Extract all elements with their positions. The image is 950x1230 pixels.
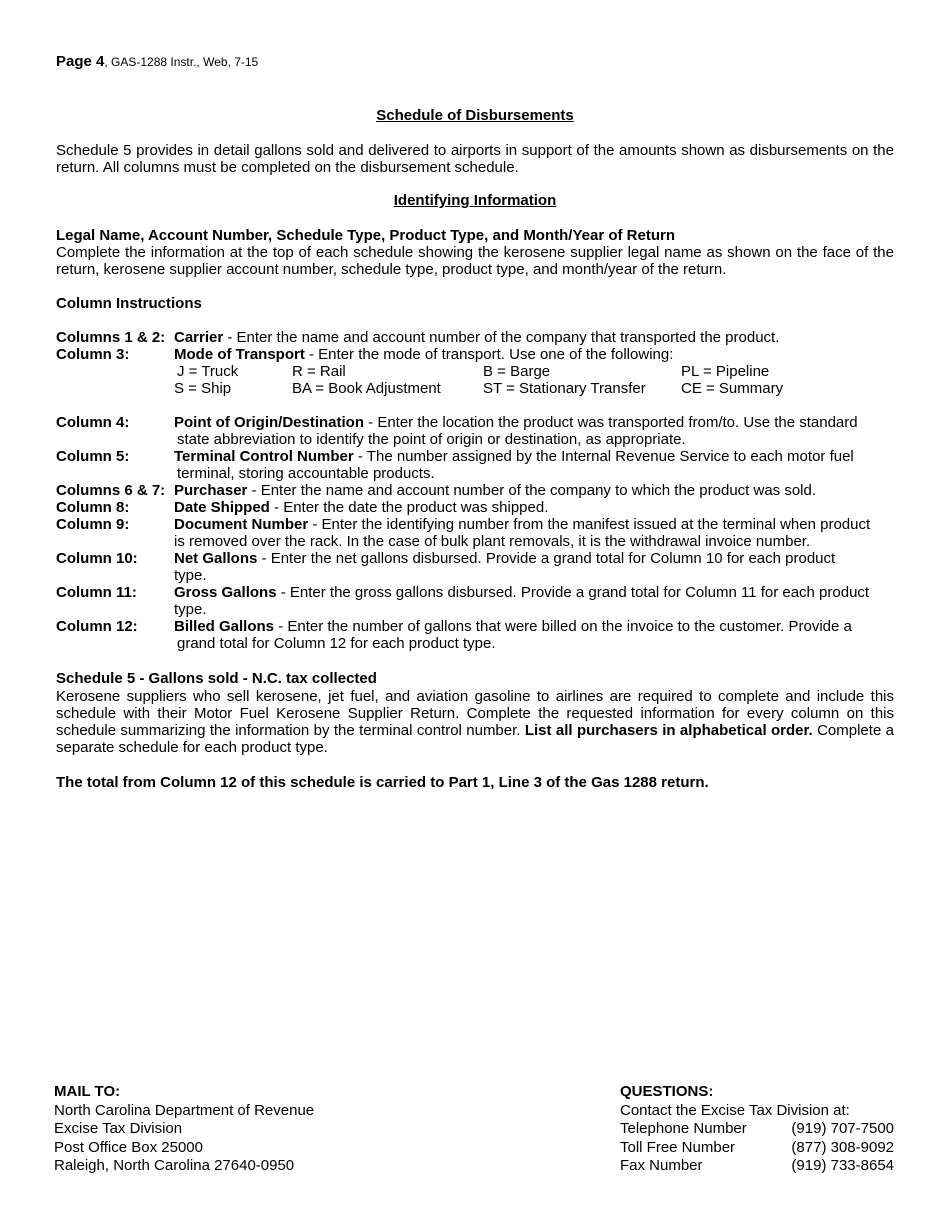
column-description — [174, 584, 894, 618]
column-text-continued: is removed over the rack. In the case of bulk plant removals, it is the withdrawal invoice number. — [174, 533, 811, 550]
contact-number: (877) 308-9092 — [791, 1138, 894, 1156]
mode-code: J = Truck — [177, 363, 239, 380]
column-text-continued: grand total for Column 12 for each product type. — [177, 635, 496, 652]
column-label: Column 8: — [56, 499, 130, 516]
column-label: Column 12: — [56, 618, 138, 635]
column-label: Column 9: — [56, 516, 130, 533]
column-term: Date Shipped — [174, 499, 270, 516]
legal-heading: Legal Name, Account Number, Schedule Type, Product Type, and Month/Year of Return — [56, 227, 675, 244]
page-header — [56, 53, 258, 70]
column-description — [174, 329, 894, 346]
column-term: Terminal Control Number — [174, 448, 354, 465]
contact-row — [620, 1139, 894, 1158]
column-term: Point of Origin/Destination — [174, 414, 364, 431]
column-label: Column 10: — [56, 550, 138, 567]
mode-code: CE = Summary — [681, 380, 784, 397]
column-label: Column 5: — [56, 448, 130, 465]
legal-text: Complete the information at the top of each schedule showing the kerosene supplier legal name as shown on the face of the return, kerosene supplier account number, schedule type, product type, and month/year of the return. — [56, 244, 894, 278]
column-label: Column 4: — [56, 414, 130, 431]
column-description — [174, 499, 894, 516]
mail-address-line: Raleigh, North Carolina 27640-0950 — [54, 1157, 295, 1174]
mode-code: B = Barge — [483, 363, 551, 380]
column-label: Column 11: — [56, 584, 137, 601]
column-term: Mode of Transport — [174, 346, 305, 363]
mail-to-heading: MAIL TO: — [54, 1083, 121, 1100]
intro-paragraph: Schedule 5 provides in detail gallons sold and delivered to airports in support of the amounts shown as disbursements on the return. All columns must be completed on the disbursement schedule. — [56, 142, 894, 176]
mail-to-block — [54, 1083, 314, 1176]
column-text: - Enter the gross gallons disbursed. Provide a grand total for Column 11 for each product — [276, 584, 870, 601]
column-description — [174, 448, 894, 482]
column-text: - Enter the number of gallons that were billed on the invoice to the customer. Provide a — [274, 618, 852, 635]
column-term: Net Gallons — [174, 550, 258, 567]
questions-heading: QUESTIONS: — [620, 1083, 714, 1100]
contact-label: Telephone Number — [620, 1120, 747, 1137]
column-text-continued: type. — [174, 601, 207, 618]
column-text-continued: state abbreviation to identify the point of origin or destination, as appropriate. — [177, 431, 686, 448]
schedule5-text-part: Kerosene suppliers who sell kerosene, jet fuel, and aviation gasoline to airlines are required to complete and include this schedule with their Motor Fuel Kerosene Supplier Return. Complete the requested information for every column on this schedule summarizing the information by the terminal control number. — [56, 688, 894, 739]
contact-label: Fax Number — [620, 1157, 703, 1174]
mode-code: S = Ship — [174, 380, 232, 397]
mode-code: R = Rail — [292, 363, 346, 380]
column-label: Columns 6 & 7: — [56, 482, 166, 499]
contact-row — [620, 1120, 894, 1139]
column-term: Billed Gallons — [174, 618, 275, 635]
schedule-title: Schedule of Disbursements — [376, 107, 574, 124]
mail-address-line: North Carolina Department of Revenue — [54, 1101, 315, 1119]
contact-label: Toll Free Number — [620, 1138, 736, 1156]
questions-block — [620, 1083, 894, 1176]
identifying-title: Identifying Information — [393, 192, 557, 209]
column-text-continued: type. — [174, 567, 207, 584]
column-text: - The number assigned by the Internal Revenue Service to each motor fuel — [353, 448, 854, 465]
page-number: Page 4 — [56, 53, 105, 70]
column-description — [174, 482, 894, 499]
column-description — [174, 550, 894, 584]
column-text: - Enter the name and account number of the company that transported the product. — [223, 329, 780, 346]
column-text: - Enter the identifying number from the manifest issued at the terminal when product — [308, 516, 871, 533]
column-label: Columns 1 & 2: — [56, 329, 166, 346]
column-description — [174, 516, 894, 550]
column-text-continued: terminal, storing accountable products. — [177, 465, 435, 482]
column-text: - Enter the mode of transport. Use one of the following: — [304, 346, 674, 363]
contact-number: (919) 733-8654 — [791, 1157, 894, 1174]
column-description — [174, 414, 894, 448]
column-term: Document Number — [174, 516, 309, 533]
mail-address-line: Excise Tax Division — [54, 1120, 183, 1137]
schedule5-text — [56, 688, 894, 756]
schedule5-heading: Schedule 5 - Gallons sold - N.C. tax collected — [56, 670, 377, 687]
contact-row — [620, 1157, 894, 1176]
contact-number: (919) 707-7500 — [791, 1120, 894, 1137]
column-text: - Enter the date the product was shipped. — [269, 499, 549, 516]
column-label: Column 3: — [56, 346, 130, 363]
column-term: Carrier — [174, 329, 224, 346]
column-text: - Enter the location the product was transported from/to. Use the standard — [364, 414, 858, 431]
total-note: The total from Column 12 of this schedule is carried to Part 1, Line 3 of the Gas 1288 return. — [56, 774, 709, 791]
schedule5-text-part: Complete a separate schedule for each product type. — [56, 722, 895, 756]
mail-address-line: Post Office Box 25000 — [54, 1138, 203, 1156]
column-text: - Enter the name and account number of the company to which the product was sold. — [247, 482, 817, 499]
column-term: Purchaser — [174, 482, 248, 499]
mode-code: BA = Book Adjustment — [292, 380, 441, 397]
column-description — [174, 618, 894, 652]
form-id: , GAS-1288 Instr., Web, 7-15 — [104, 55, 259, 69]
schedule5-emphasis: List all purchasers in alphabetical order. — [524, 722, 813, 739]
column-term: Gross Gallons — [174, 584, 277, 601]
column-text: - Enter the net gallons disbursed. Provide a grand total for Column 10 for each product — [257, 550, 836, 567]
mode-code: ST = Stationary Transfer — [483, 380, 646, 397]
column-description — [174, 346, 894, 363]
mode-code: PL = Pipeline — [681, 363, 770, 380]
questions-intro: Contact the Excise Tax Division at: — [620, 1101, 850, 1119]
column-instructions-heading: Column Instructions — [56, 295, 202, 312]
